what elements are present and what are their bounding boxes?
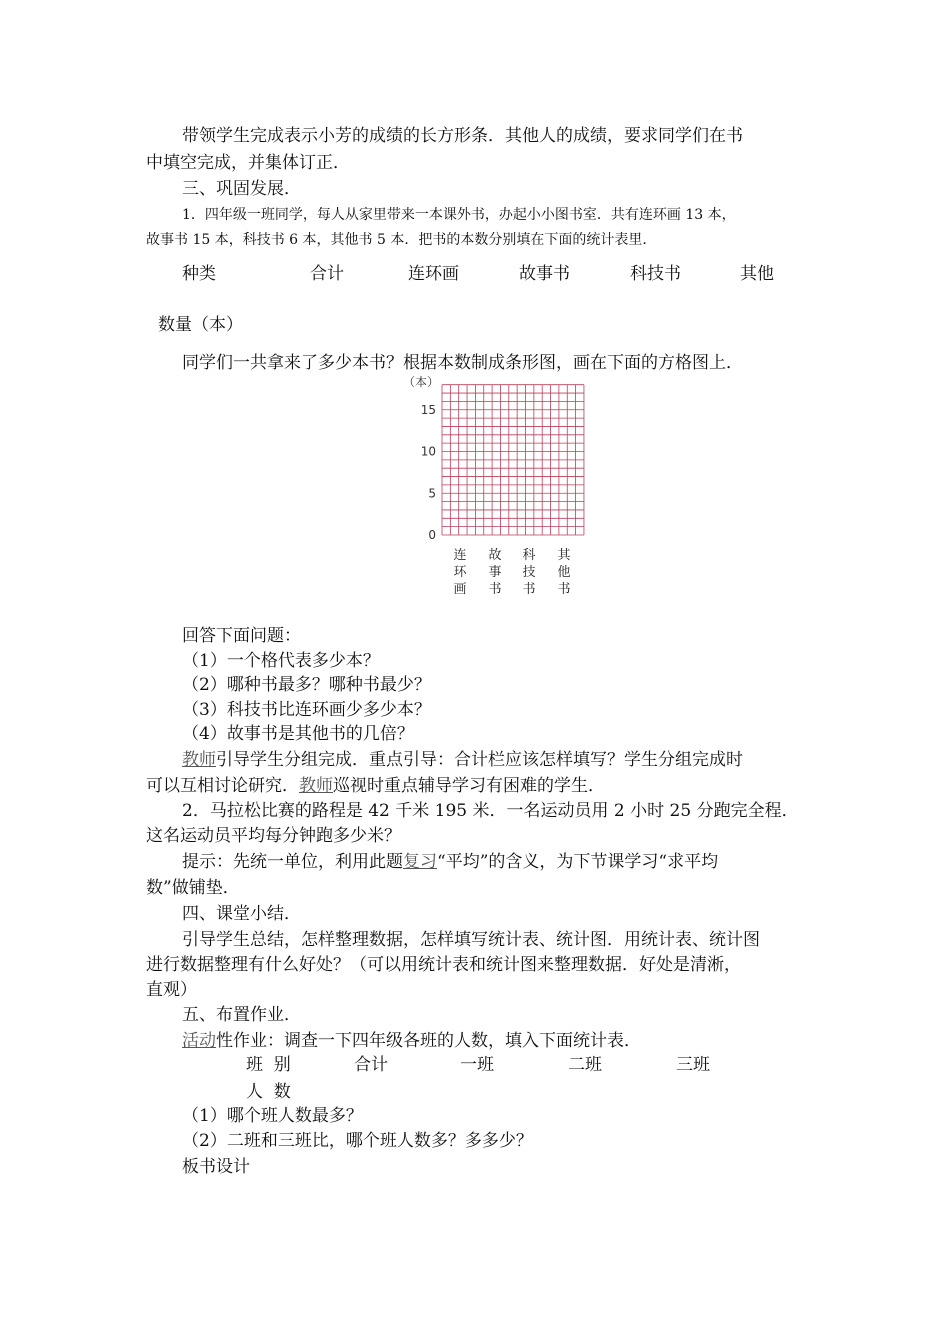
teacher-link[interactable]: 教师 bbox=[182, 750, 216, 770]
table-row-label: 人 数 bbox=[246, 1082, 291, 1102]
table-header-cell: 故事书 bbox=[519, 264, 570, 284]
x-category-label: 科 bbox=[522, 548, 536, 563]
answer-intro: 回答下面问题： bbox=[182, 626, 301, 646]
x-category-label: 环 bbox=[453, 565, 467, 580]
table-row-label: 数量（本） bbox=[158, 315, 243, 335]
paragraph-line: 中填空完成，并集体订正． bbox=[146, 153, 350, 173]
y-tick-label: 10 bbox=[420, 444, 436, 459]
section-heading: 四、课堂小结． bbox=[182, 904, 301, 924]
x-category-label: 技 bbox=[522, 565, 536, 580]
section-heading: 三、巩固发展． bbox=[182, 179, 301, 199]
table-header-cell: 合计 bbox=[310, 264, 344, 284]
homework-text: 性作业：调查一下四年级各班的人数，填入下面统计表． bbox=[216, 1031, 641, 1051]
question-item: （3）科技书比连环画少多少本？ bbox=[182, 700, 431, 720]
hint-line: 数”做铺垫． bbox=[146, 878, 240, 898]
table-header-cell: 二班 bbox=[568, 1055, 602, 1075]
teacher-note-text: 可以互相讨论研究． bbox=[146, 776, 299, 796]
bar-chart-grid bbox=[395, 372, 595, 604]
x-category-label: 书 bbox=[522, 582, 536, 597]
teacher-note-text: 巡视时重点辅导学习有困难的学生． bbox=[333, 776, 605, 796]
table-header-cell: 班 别 bbox=[246, 1055, 291, 1075]
question-1-line: 故事书 15 本，科技书 6 本，其他书 5 本．把书的本数分别填在下面的统计表里． bbox=[146, 232, 657, 248]
table-header-cell: 其他 bbox=[740, 264, 774, 284]
paragraph-line: 带领学生完成表示小芳的成绩的长方形条．其他人的成绩，要求同学们在书 bbox=[182, 126, 743, 146]
question-2-line: 这名运动员平均每分钟跑多少米？ bbox=[146, 826, 401, 846]
activity-link[interactable]: 活动 bbox=[182, 1031, 216, 1051]
x-category-label: 连 bbox=[453, 548, 467, 563]
question-item: （1）一个格代表多少本？ bbox=[182, 651, 380, 671]
summary-line: 引导学生总结，怎样整理数据，怎样填写统计表、统计图．用统计表、统计图 bbox=[182, 930, 760, 950]
y-tick-label: 15 bbox=[420, 402, 436, 417]
hint-text: 提示：先统一单位，利用此题 bbox=[182, 852, 403, 872]
teacher-note-line bbox=[146, 774, 605, 798]
x-category-label: 他 bbox=[557, 565, 571, 580]
homework-line bbox=[182, 1029, 641, 1053]
table-header-cell: 合计 bbox=[354, 1055, 388, 1075]
hint-line bbox=[182, 850, 718, 874]
table-header-cell: 科技书 bbox=[630, 264, 681, 284]
question-item: （4）故事书是其他书的几倍？ bbox=[182, 724, 414, 744]
y-tick-label: 0 bbox=[428, 528, 436, 542]
teacher-note-line bbox=[182, 748, 743, 772]
homework-question: （1）哪个班人数最多？ bbox=[182, 1106, 363, 1126]
review-link[interactable]: 复习 bbox=[403, 852, 437, 872]
x-category-label: 其 bbox=[557, 548, 571, 563]
question-1-line: 1．四年级一班同学，每人从家里带来一本课外书，办起小小图书室．共有连环画 13 本， bbox=[182, 207, 736, 223]
table-header-cell: 三班 bbox=[676, 1055, 710, 1075]
table-header-cell: 种类 bbox=[182, 264, 216, 284]
x-category-label: 故 bbox=[488, 548, 502, 563]
section-heading: 五、布置作业． bbox=[182, 1005, 301, 1025]
board-design-heading: 板书设计 bbox=[182, 1157, 250, 1177]
y-axis-unit-label: （本） bbox=[403, 375, 440, 389]
x-category-label: 画 bbox=[453, 582, 467, 597]
table-header-cell: 一班 bbox=[460, 1055, 494, 1075]
chart-instruction: 同学们一共拿来了多少本书？根据本数制成条形图，画在下面的方格图上． bbox=[182, 353, 743, 373]
y-tick-label: 5 bbox=[428, 486, 436, 501]
hint-text: “平均”的含义，为下节课学习“求平均 bbox=[437, 852, 719, 872]
summary-line: 直观） bbox=[146, 980, 197, 1000]
teacher-link[interactable]: 教师 bbox=[299, 776, 333, 796]
summary-line: 进行数据整理有什么好处？（可以用统计表和统计图来整理数据．好处是清淅， bbox=[146, 955, 741, 975]
question-item: （2）哪种书最多？哪种书最少？ bbox=[182, 675, 431, 695]
question-2-line: 2．马拉松比赛的路程是 42 千米 195 米．一名运动员用 2 小时 25 分跑完全程． bbox=[182, 801, 799, 821]
table-header-cell: 连环画 bbox=[408, 264, 459, 284]
teacher-note-text: 引导学生分组完成．重点引导：合计栏应该怎样填写？学生分组完成时 bbox=[216, 750, 743, 770]
x-category-label: 书 bbox=[557, 582, 571, 597]
x-category-label: 书 bbox=[488, 582, 502, 597]
homework-question: （2）二班和三班比，哪个班人数多？多多少？ bbox=[182, 1131, 533, 1151]
x-category-label: 事 bbox=[488, 565, 502, 580]
